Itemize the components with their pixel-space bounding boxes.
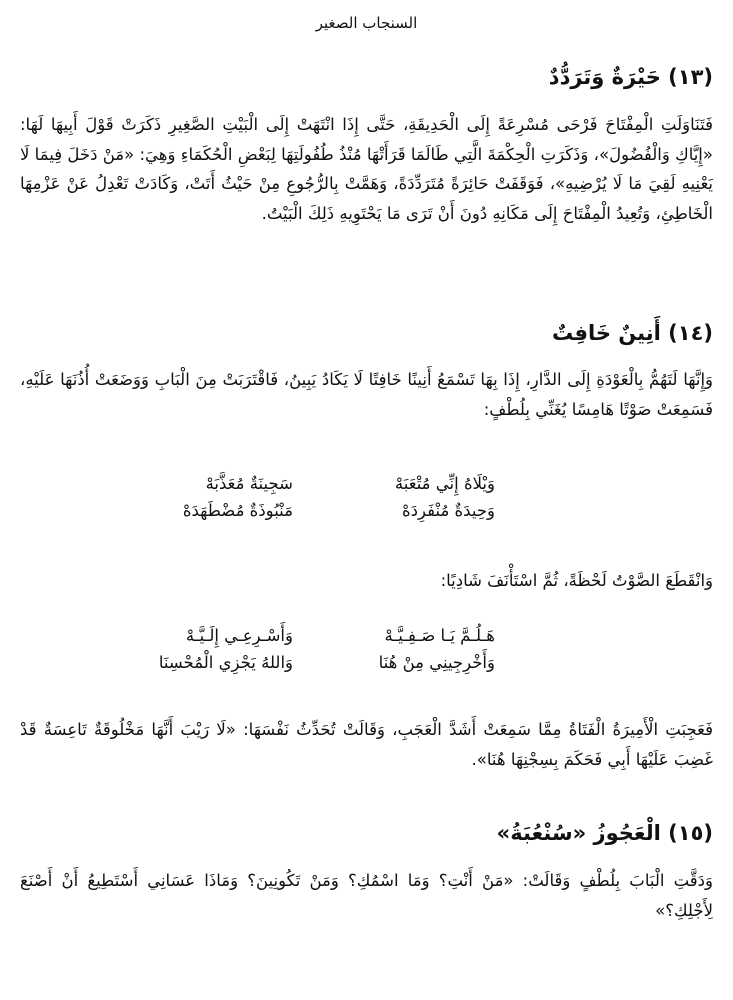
paragraph: فَعَجِبَتِ الْأَمِيرَةُ الْفَتَاةُ مِمَّا سَمِعَتْ أَشَدَّ الْعَجَبِ، وَقَالَتْ تُحَدِّثُ نَفْسَهَا: «لَا رَيْبَ أَنَّهَا مَخْلُوقَةٌ تَاعِسَةٌ قَدْ غَضِبَ عَلَيْهَا أَبِي فَحَكَمَ بِسِجْنِهَا هُنَا».: [20, 720, 713, 769]
verse-second-hemistich: مَنْبُوذَةٌ مُضْطَهَدَهْ: [182, 501, 293, 520]
section-heading: (١٤) أَنِينٌ خَافِتٌ: [551, 321, 713, 345]
poem-verse: [0, 497, 733, 524]
paragraph: وَانْقَطَعَ الصَّوْتُ لَحْظَةً، ثُمَّ اسْتَأْنَفَ شَادِيًا:: [440, 571, 713, 590]
paragraph: فَتَنَاوَلَتِ الْمِفْتَاحَ فَرْحَى مُسْرِعَةً إِلَى الْحَدِيقَةِ، حَتَّى إِذَا انْتَهَتْ إِلَى الْبَيْتِ الصَّغِيرِ ذَكَرَتْ قَوْلَ أَبِيهَا لَهَا: «إِيَّاكِ وَالْفُضُولَ»، وَذَكَرَتِ الْحِكْمَةَ الَّتِي طَالَمَا قَرَأَتْهَا مُنْذُ طُفُولَتِهَا لِبَعْضِ الْحُكَمَاءِ وَهِيَ: «مَنْ دَخَلَ فِيمَا لَا يَعْنِيهِ لَقِيَ مَا لَا يُرْضِيهِ»، فَوَقَفَتْ حَائِرَةً مُتَرَدِّدَةً، وَهَمَّتْ بِالرُّجُوعِ مِنْ حَيْثُ أَتَتْ، وَكَادَتْ تَعْدِلُ عَنْ عَزْمِهَا الْخَاطِئِ، وَتُعِيدُ الْمِفْتَاحَ إِلَى مَكَانِهِ دُونَ أَنْ تَرَى مَا يَحْتَوِيهِ ذَلِكَ الْبَيْتُ.: [20, 115, 713, 223]
verse-first-hemistich: وَحِيدَةٌ مُنْفَرِدَهْ: [402, 501, 495, 520]
paragraph: وَإِنَّهَا لَتَهُمُّ بِالْعَوْدَةِ إِلَى الدَّارِ، إِذَا بِهَا تَسْمَعُ أَنِينًا خَافِتًا لَا يَكَادُ يَبِينُ، فَاقْتَرَبَتْ مِنَ الْبَابِ وَوَضَعَتْ أُذُنَهَا عَلَيْهِ، فَسَمِعَتْ صَوْتًا هَامِسًا يُغَنِّي بِلُطْفٍ:: [20, 370, 713, 419]
verse-second-hemistich: وَأَسْـرِعِـي إِلَـيَّـهْ: [185, 626, 293, 645]
paragraph: وَدَقَّتِ الْبَابَ بِلُطْفٍ وَقَالَتْ: «مَنْ أَنْتِ؟ وَمَا اسْمُكِ؟ وَمَنْ تَكُونِينَ؟ وَمَاذَا عَسَانِي أَسْتَطِيعُ أَنْ أَصْنَعَ لِأَجْلِكِ؟»: [20, 871, 713, 920]
poem: [0, 470, 733, 524]
verse-first-hemistich: وَيْلَاهُ إِنِّي مُتْعَبَهْ: [394, 474, 495, 493]
verse-first-hemistich: هَـلُـمَّ يَـا صَـفِـيَّـهْ: [384, 626, 495, 645]
running-head: السنجاب الصغير: [315, 14, 418, 32]
section-heading: (١٣) حَيْرَةٌ وَتَرَدُّدٌ: [548, 65, 713, 89]
poem-verse: [0, 622, 733, 649]
poem-verse: [0, 649, 733, 676]
verse-first-hemistich: وَأَخْرِجِينِي مِنْ هُنَا: [378, 653, 495, 672]
poem-verse: [0, 470, 733, 497]
verse-second-hemistich: سَجِينَةٌ مُعَذَّبَهْ: [205, 474, 293, 493]
verse-second-hemistich: وَاللهُ يَجْزِي الْمُحْسِنَا: [158, 653, 293, 672]
poem: [0, 622, 733, 676]
section-heading: (١٥) الْعَجُوزُ «سُنْعُبَةُ»: [496, 821, 713, 845]
